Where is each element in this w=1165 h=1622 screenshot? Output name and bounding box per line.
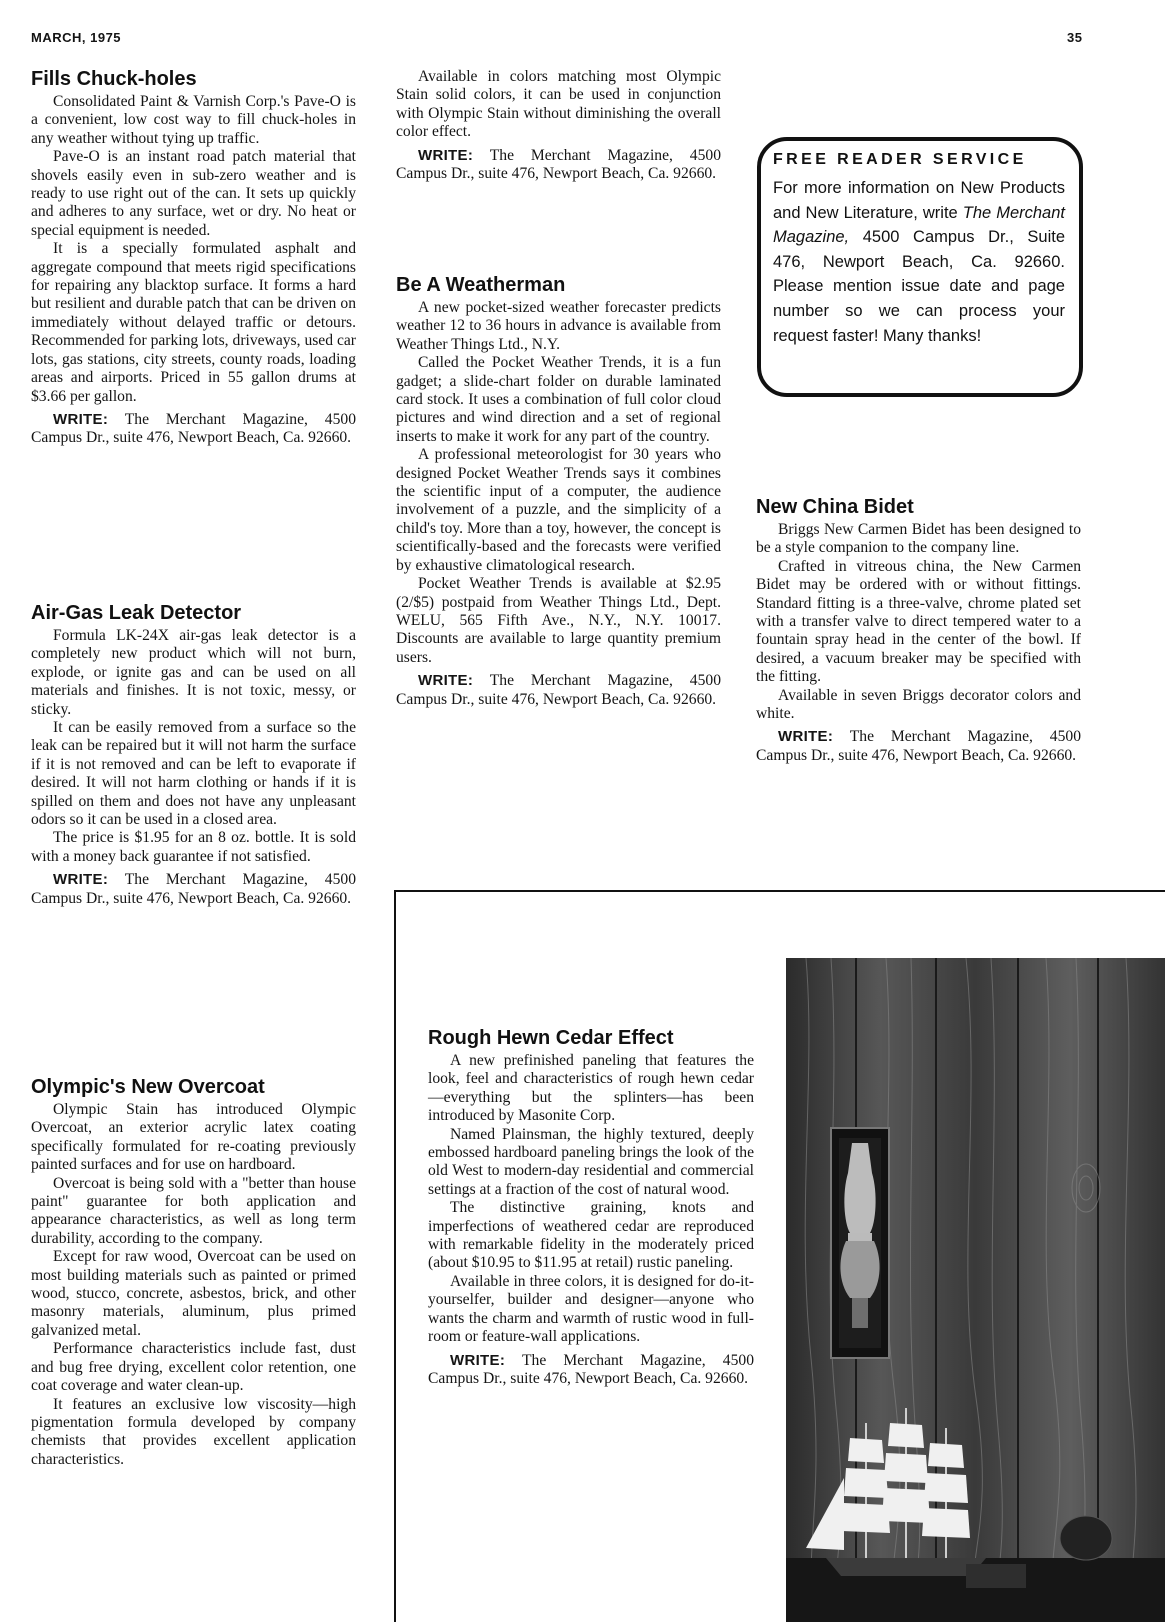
paragraph: Available in three colors, it is designed for do-it-yourselfer, builder and designer—anyone who wants the charm and warmth of rustic wood in full-room or feature-wall applications. (428, 1272, 754, 1346)
paragraph: Available in colors matching most Olympic Stain solid colors, it can be used in conjunction with Olympic Stain without diminishing the overall color effect. (396, 68, 721, 141)
paragraph: The price is $1.95 for an 8 oz. bottle. It is sold with a money back guarantee if not satisfied. (31, 829, 356, 865)
paragraph: A professional meteorologist for 30 years who designed Pocket Weather Trends says it combines the scientific input of a computer, the audience involvement of a puzzle, and the simplicity of a child's toy. More than a toy, however, the concept is scientifically-based and the forecasts were verified by exhaustive climatological research. (396, 446, 721, 574)
cedar-paneling-photo (786, 958, 1165, 1622)
headline-leak-detector: Air-Gas Leak Detector (31, 602, 242, 624)
page-number: 35 (1067, 30, 1083, 45)
paragraph: It is a specially formulated asphalt and aggregate compound that meets rigid specifications for repairing any blacktop surface. It forms a hard but resilient and durable patch that can be driven on immediately without delayed traffic or detours. Recommended for parking lots, driveways, used car lots, gas stations, city streets, county roads, loading areas and airports. Priced in 55 gallon drums at $3.66 per gallon. (31, 240, 356, 405)
write-line (756, 728, 1081, 765)
paragraph: The distinctive graining, knots and imperfections of weathered cedar are reproduced with remarkable fidelity in the moderately priced (about $10.95 to $11.95 at retail) rustic paneling. (428, 1199, 754, 1272)
article-bidet (756, 494, 1081, 765)
paragraph: A new pocket-sized weather forecaster predicts weather 12 to 36 hours in advance is available from Weather Things Ltd., N.Y. (396, 299, 721, 353)
write-line (31, 871, 356, 908)
article-cedar (428, 1025, 754, 1388)
write-label: WRITE: (418, 146, 474, 164)
write-address: The Merchant Magazine, 4500 Campus Dr., suite 476, Newport Beach, Ca. 92660. (396, 672, 721, 708)
paragraph: Named Plainsman, the highly textured, deeply embossed hardboard paneling brings the look of the old West to modern-day residential and commercial settings at a fraction of the cost of natural wood. (428, 1125, 754, 1198)
issue-date: MARCH, 1975 (31, 30, 122, 45)
paragraph: Pave-O is an instant road patch material that shovels easily even in sub-zero weather and is ready to use right out of the can. It sets up quickly and adheres to any surface, wet or dry. No heat or special equipment is needed. (31, 148, 356, 239)
write-line (428, 1352, 754, 1389)
reader-service-title: FREE READER SERVICE (773, 151, 1027, 168)
reader-service-body (773, 176, 1065, 348)
reader-service-text: For more information on New Products and New Literature, write (773, 179, 1065, 222)
article-overcoat-continued (396, 68, 721, 183)
paragraph: Consolidated Paint & Varnish Corp.'s Pave-O is a convenient, low cost way to fill chuck-holes in any weather without tying up traffic. (31, 93, 356, 147)
write-label: WRITE: (53, 410, 109, 428)
paragraph: Pocket Weather Trends is available at $2.95 (2/$5) postpaid from Weather Things Ltd., Dept. WELU, 565 Fifth Ave., N.Y., N.Y. 10017. Discounts are available to large quantity premium users. (396, 575, 721, 666)
write-line (396, 147, 721, 184)
article-chuck-holes (31, 66, 356, 448)
paragraph: Available in seven Briggs decorator colors and white. (756, 686, 1081, 723)
paragraph: Briggs New Carmen Bidet has been designed to be a style companion to the company line. (756, 521, 1081, 557)
headline-bidet: New China Bidet (756, 496, 914, 518)
reader-service-text: 4500 Campus Dr., Suite 476, Newport Beach, Ca. 92660. Please mention issue date and page number so we can process your request faster! Many thanks! (773, 228, 1065, 345)
article-leak-detector (31, 600, 356, 908)
panel-rule (394, 890, 396, 1622)
write-address: The Merchant Magazine, 4500 Campus Dr., suite 476, Newport Beach, Ca. 92660. (756, 728, 1081, 764)
paragraph: Overcoat is being sold with a "better than house paint" guarantee for both application and appearance characteristics, as well as long term durability, according to the company. (31, 1174, 356, 1247)
article-overcoat (31, 1074, 356, 1469)
write-address: The Merchant Magazine, 4500 Campus Dr., suite 476, Newport Beach, Ca. 92660. (31, 871, 356, 907)
write-line (31, 411, 356, 448)
write-label: WRITE: (778, 728, 834, 746)
paragraph: Except for raw wood, Overcoat can be used on most building materials such as painted or primed wood, stucco, concrete, asbestos, brick, and other masonry materials, aluminum, plus primed galvanized metal. (31, 1248, 356, 1339)
reader-service-magazine: The Merchant Magazine, (773, 203, 1065, 247)
write-address: The Merchant Magazine, 4500 Campus Dr., suite 476, Newport Beach, Ca. 92660. (428, 1351, 754, 1387)
paragraph: It features an exclusive low viscosity—high pigmentation formula developed by company chemists that provides excellent application characteristics. (31, 1395, 356, 1468)
headline-cedar: Rough Hewn Cedar Effect (428, 1027, 674, 1049)
headline-chuck-holes: Fills Chuck-holes (31, 68, 197, 90)
paragraph: Called the Pocket Weather Trends, it is a fun gadget; a slide-chart folder on durable laminated card stock. It uses a combination of full color cloud pictures and wind direction and a set of regional inserts to make it work for any part of the country. (396, 354, 721, 445)
paragraph: Formula LK-24X air-gas leak detector is a completely new product which will not burn, explode, or ignite gas and can be used on all materials and finishes. It is not toxic, messy, or sticky. (31, 627, 356, 718)
write-address: The Merchant Magazine, 4500 Campus Dr., suite 476, Newport Beach, Ca. 92660. (396, 146, 721, 183)
reader-service-box (757, 137, 1083, 397)
write-address: The Merchant Magazine, 4500 Campus Dr., suite 476, Newport Beach, Ca. 92660. (31, 410, 356, 447)
paragraph: Performance characteristics include fast, dust and bug free drying, excellent color retention, one coat coverage and water clean-up. (31, 1340, 356, 1395)
paragraph: Crafted in vitreous china, the New Carmen Bidet may be ordered with or without fittings. Standard fitting is a three-valve, chrome plated set with a transfer valve to direct tempered water to a fountain spray head in the center of the bowl. If desired, a vacuum breaker may be specified with the fitting. (756, 557, 1081, 686)
write-label: WRITE: (450, 1351, 506, 1369)
panel-rule (395, 890, 1165, 892)
headline-overcoat: Olympic's New Overcoat (31, 1076, 265, 1098)
paragraph: A new prefinished paneling that features the look, feel and characteristics of rough hewn cedar—everything but the splinters—has been introduced by Masonite Corp. (428, 1052, 754, 1125)
write-label: WRITE: (418, 672, 474, 690)
article-weatherman (396, 272, 721, 709)
paragraph: Olympic Stain has introduced Olympic Overcoat, an exterior acrylic latex coating specifically formulated for re-coating previously painted surfaces and for use on hardboard. (31, 1101, 356, 1174)
write-label: WRITE: (53, 871, 109, 889)
headline-weatherman: Be A Weatherman (396, 274, 566, 296)
write-line (396, 672, 721, 709)
paragraph: It can be easily removed from a surface so the leak can be repaired but it will not harm the surface if it is not removed and can be left to evaporate if desired. It will not harm clothing or hands if it is spilled on them and does not have any unpleasant odors so it can be used in a closed area. (31, 719, 356, 829)
lantern-sconce (831, 1128, 889, 1358)
